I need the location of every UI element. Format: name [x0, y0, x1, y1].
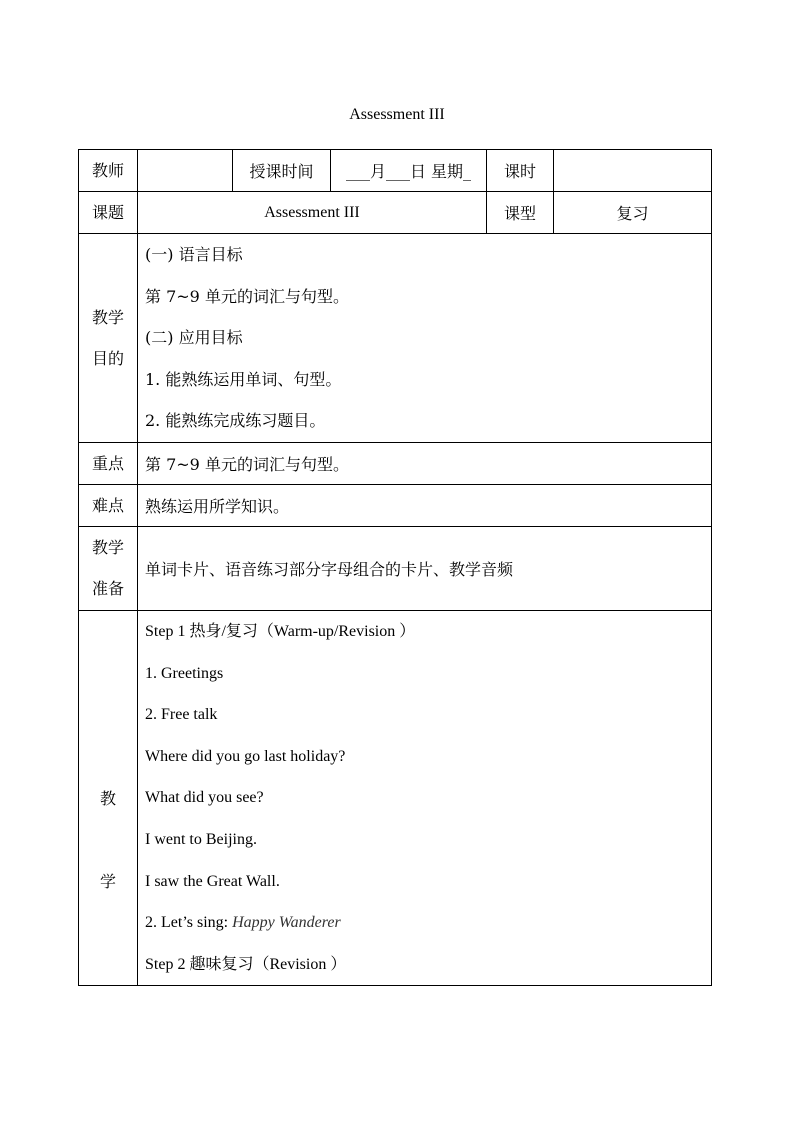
objectives-label-line2: 目的	[91, 348, 124, 368]
type-label: 课型	[487, 192, 554, 234]
row-teacher	[79, 150, 712, 192]
process-line: I saw the Great Wall.	[145, 872, 280, 890]
process-content	[138, 610, 712, 985]
process-label-line1: 教	[99, 788, 116, 808]
difficulties-label: 难点	[79, 484, 138, 526]
document-title: Assessment III	[349, 106, 445, 123]
process-line: Step 1 热身/复习（Warm-up/Revision ）	[145, 622, 416, 640]
objectives-label	[79, 234, 138, 443]
key-points-label: 重点	[79, 442, 138, 484]
process-line: 2. Free talk	[145, 706, 218, 724]
key-points-value: 第 7~9 单元的词汇与句型。	[138, 442, 712, 484]
row-preparation	[79, 526, 712, 610]
time-value: ___月___日 星期_	[331, 150, 487, 192]
process-label	[79, 610, 138, 985]
objective-line: (二) 应用目标	[145, 328, 243, 348]
row-process	[79, 610, 712, 985]
period-value	[554, 150, 712, 192]
row-topic	[79, 192, 712, 234]
teacher-value	[138, 150, 233, 192]
song-title: Happy Wanderer	[232, 914, 341, 932]
teacher-label: 教师	[79, 150, 138, 192]
process-line: What did you see?	[145, 789, 264, 807]
preparation-label	[79, 526, 138, 610]
topic-label: 课题	[79, 192, 138, 234]
row-key-points	[79, 442, 712, 484]
objective-line: 1. 能熟练运用单词、句型。	[145, 369, 342, 389]
song-prefix: 2. Let’s sing:	[145, 914, 233, 932]
process-line: I went to Beijing.	[145, 830, 257, 848]
objective-line: (一) 语言目标	[145, 245, 243, 264]
objective-line: 第 7~9 单元的词汇与句型。	[145, 286, 349, 306]
process-line: 1. Greetings	[145, 664, 224, 682]
preparation-label-line2: 准备	[91, 579, 124, 599]
process-label-line2: 学	[99, 871, 116, 891]
lesson-plan-table	[78, 149, 712, 986]
difficulties-value: 熟练运用所学知识。	[138, 484, 712, 526]
topic-value: Assessment III	[138, 192, 487, 234]
row-objectives	[79, 234, 712, 443]
period-label: 课时	[487, 150, 554, 192]
time-label: 授课时间	[233, 150, 331, 192]
type-value: 复习	[554, 192, 712, 234]
objective-line: 2. 能熟练完成练习题目。	[145, 411, 326, 431]
song-line	[145, 902, 711, 944]
preparation-value: 单词卡片、语音练习部分字母组合的卡片、教学音频	[138, 526, 712, 610]
row-difficulties	[79, 484, 712, 526]
objectives-label-line1: 教学	[91, 307, 124, 327]
preparation-label-line1: 教学	[91, 538, 124, 558]
process-line: Step 2 趣味复习（Revision ）	[145, 955, 347, 973]
process-line: Where did you go last holiday?	[145, 747, 346, 765]
objectives-content	[138, 234, 712, 443]
